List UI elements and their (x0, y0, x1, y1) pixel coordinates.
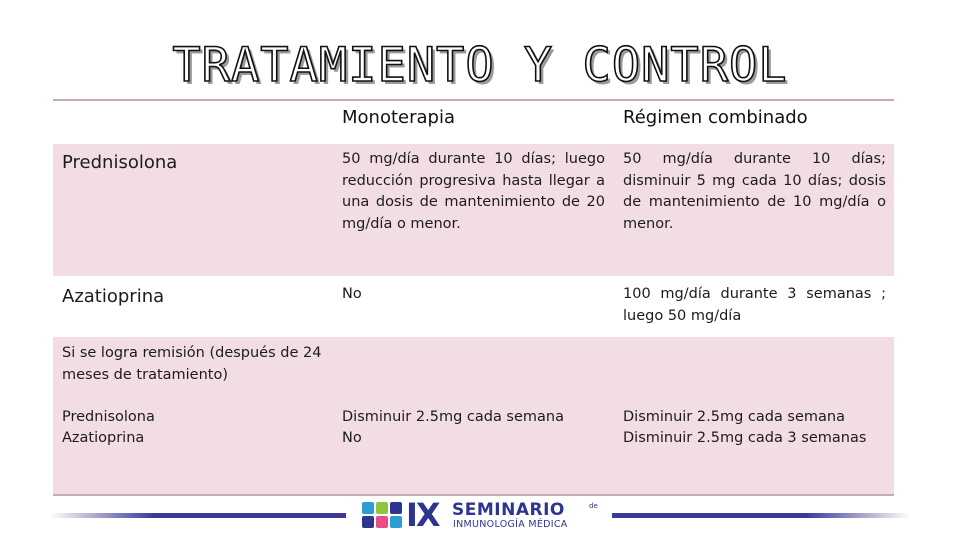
treatment-table (53, 99, 894, 496)
table-row-prednisolona (53, 144, 894, 277)
header-regimen-combinado: Régimen combinado (623, 107, 808, 128)
logo-numeral: IX (406, 496, 439, 534)
slide-title: TRATAMIENTO Y CONTROL (172, 38, 788, 93)
remission-monoterapia-prednisolona: Disminuir 2.5mg cada semana (342, 409, 564, 425)
remission-monoterapia-azatioprina: No (342, 430, 362, 446)
footer-bar-right (612, 513, 910, 518)
seminario-logo (362, 496, 598, 534)
logo-subtitle: INMUNOLOGÍA MÉDICA (453, 519, 568, 530)
cell-prednisolona-monoterapia: 50 mg/día durante 10 días; luego reducción progresiva hasta llegar a una dosis de mantenimiento de 20 mg/día o menor. (342, 151, 605, 232)
table-row-remision (53, 337, 894, 494)
row-label-prednisolona: Prednisolona (62, 152, 178, 173)
remission-drug-prednisolona: Prednisolona (62, 409, 155, 425)
remission-combinado-azatioprina: Disminuir 2.5mg cada 3 semanas (623, 430, 867, 446)
cell-prednisolona-combinado: 50 mg/día durante 10 días; disminuir 5 mg cada 10 días; dosis de mantenimiento de 10 mg/día o menor. (623, 151, 886, 232)
logo-tiles-icon (362, 502, 402, 530)
cell-azatioprina-combinado: 100 mg/día durante 3 semanas ; luego 50 mg/día (623, 286, 886, 324)
remission-combinado-prednisolona: Disminuir 2.5mg cada semana (623, 409, 845, 425)
remission-heading: Si se logra remisión (después de 24 meses de tratamiento) (62, 345, 322, 383)
table-bottom-rule (53, 494, 894, 496)
row-label-azatioprina: Azatioprina (62, 286, 165, 307)
remission-drug-azatioprina: Azatioprina (62, 430, 145, 446)
table-row-azatioprina (53, 278, 894, 335)
logo-name: SEMINARIO (452, 500, 565, 520)
logo-superscript: de (589, 502, 598, 510)
cell-azatioprina-monoterapia: No (342, 286, 362, 302)
footer-bar-left (50, 513, 346, 518)
header-monoterapia: Monoterapia (342, 107, 455, 128)
table-top-rule (53, 99, 894, 101)
